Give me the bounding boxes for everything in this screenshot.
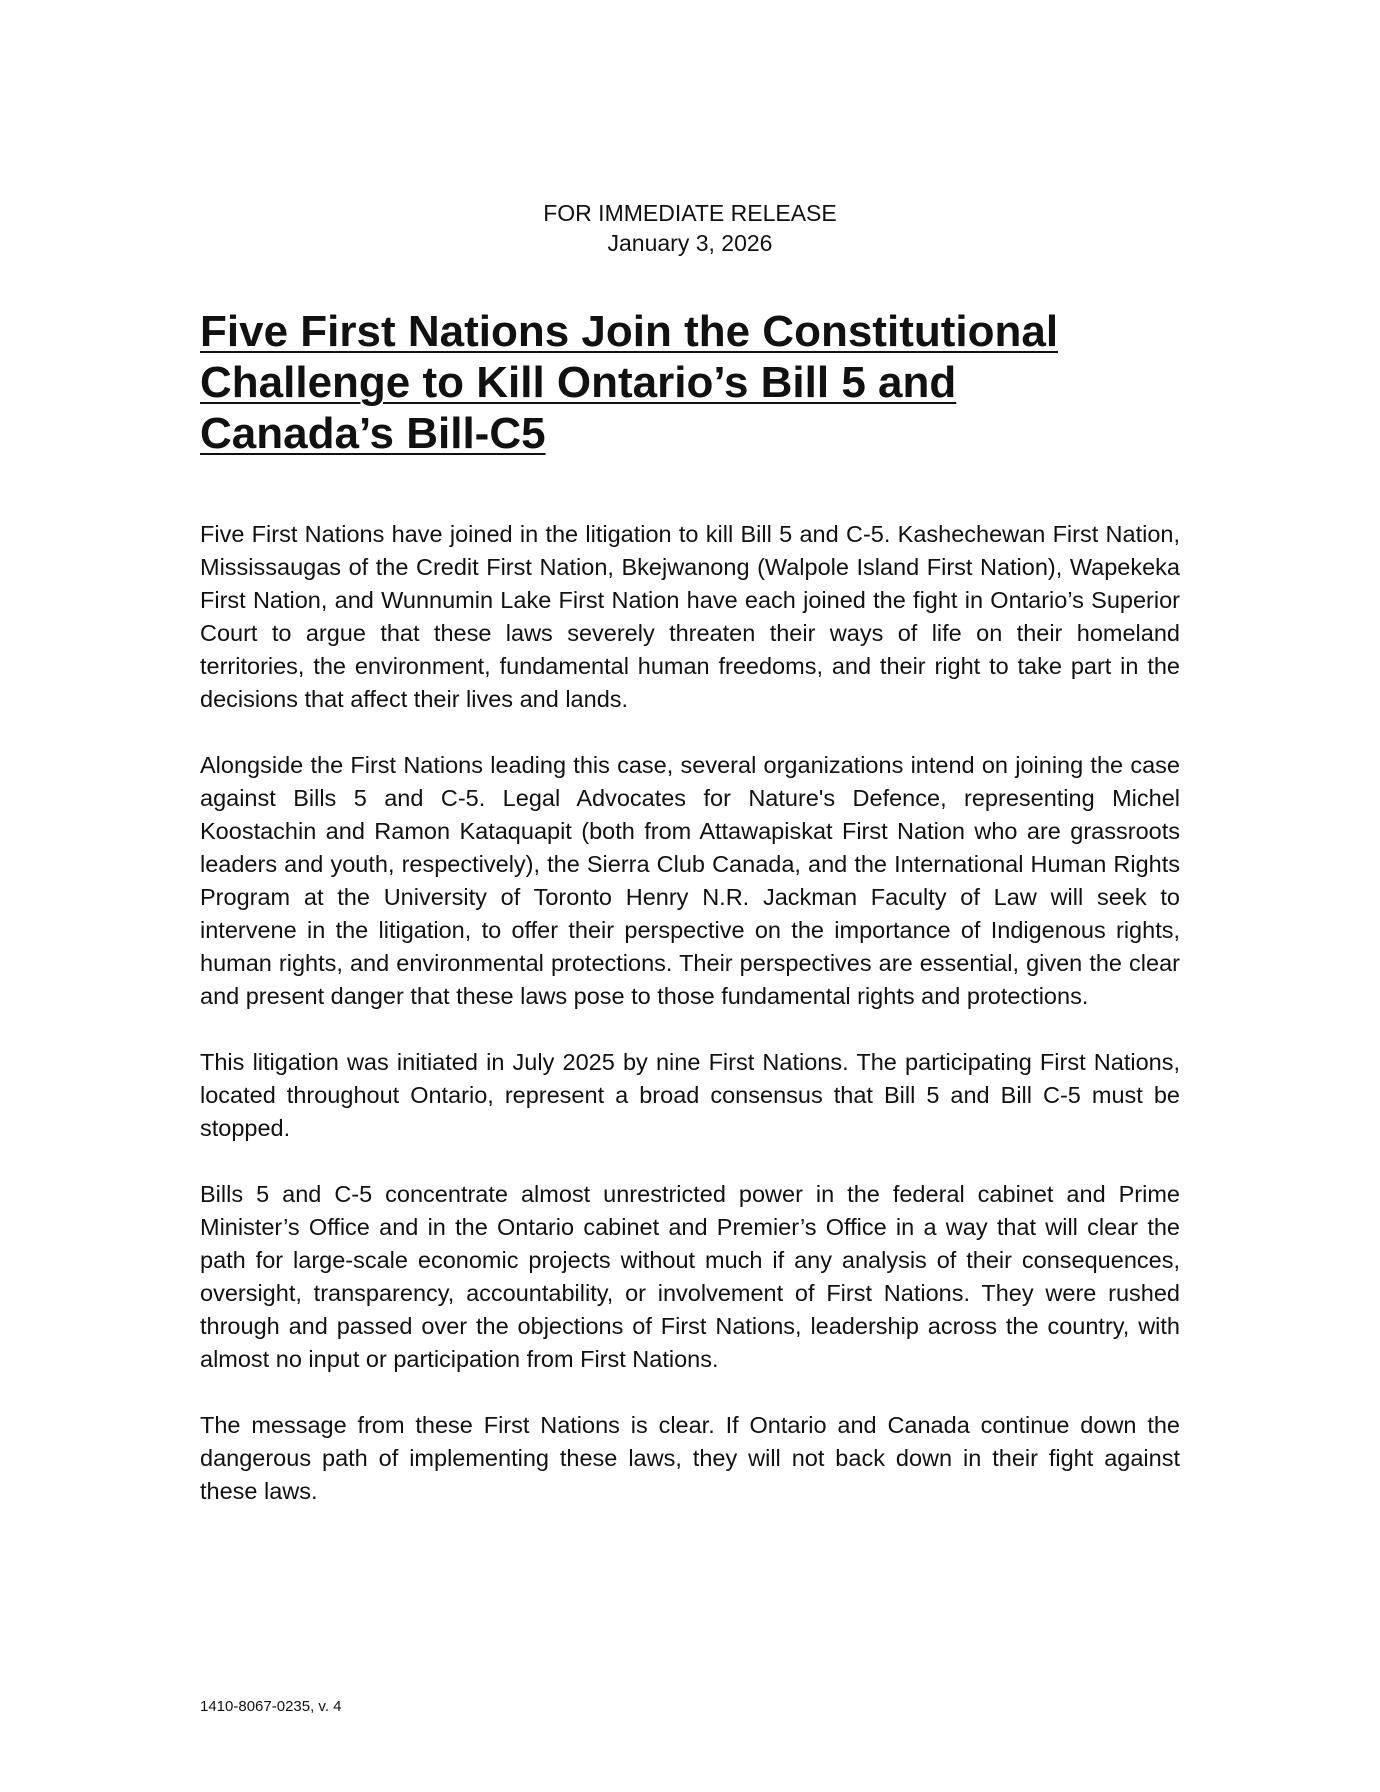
- release-label: FOR IMMEDIATE RELEASE: [543, 200, 837, 226]
- paragraph-4: Bills 5 and C-5 concentrate almost unrestricted power in the federal cabinet and Prime Minister’s Office and in the Ontario cabinet and Premier’s Office in a way that will clear the path for large-scale economic projects without much if any analysis of their consequences, oversight, transparency, accountability, or involvement of First Nations. They were rushed through and passed over the objections of First Nations, leadership across the country, with almost no input or participation from First Nations.: [200, 1181, 1180, 1372]
- paragraph-5: The message from these First Nations is clear. If Ontario and Canada continue down the dangerous path of implementing these laws, they will not back down in their fight against these laws.: [200, 1412, 1180, 1504]
- press-release-body: [200, 518, 1180, 1541]
- page-title: [200, 306, 1180, 459]
- release-date: January 3, 2026: [607, 230, 773, 256]
- paragraph-2: Alongside the First Nations leading this case, several organizations intend on joining the case against Bills 5 and C-5. Legal Advocates for Nature's Defence, representing Michel Koostachin and Ramon Kataquapit (both from Attawapiskat First Nation who are grassroots leaders and youth, respectively), the Sierra Club Canada, and the International Human Rights Program at the University of Toronto Henry N.R. Jackman Faculty of Law will seek to intervene in the litigation, to offer their perspective on the importance of Indigenous rights, human rights, and environmental protections. Their perspectives are essential, given the clear and present danger that these laws pose to those fundamental rights and protections.: [200, 752, 1180, 1009]
- title-line-1: Five First Nations Join the Constitutional: [200, 307, 1059, 356]
- paragraph-3: This litigation was initiated in July 2025 by nine First Nations. The participating First Nations, located throughout Ontario, represent a broad consensus that Bill 5 and Bill C-5 must be stopped.: [200, 1049, 1180, 1141]
- release-header: [0, 198, 1380, 258]
- document-id-footer: 1410-8067-0235, v. 4: [200, 1698, 342, 1715]
- title-line-3: Canada’s Bill-C5: [200, 409, 546, 458]
- title-line-2: Challenge to Kill Ontario’s Bill 5 and: [200, 358, 957, 407]
- paragraph-1: Five First Nations have joined in the litigation to kill Bill 5 and C-5. Kashechewan First Nation, Mississaugas of the Credit First Nation, Bkejwanong (Walpole Island First Nation), Wapekeka First Nation, and Wunnumin Lake First Nation have each joined the fight in Ontario’s Superior Court to argue that these laws severely threaten their ways of life on their homeland territories, the environment, fundamental human freedoms, and their right to take part in the decisions that affect their lives and lands.: [200, 521, 1180, 712]
